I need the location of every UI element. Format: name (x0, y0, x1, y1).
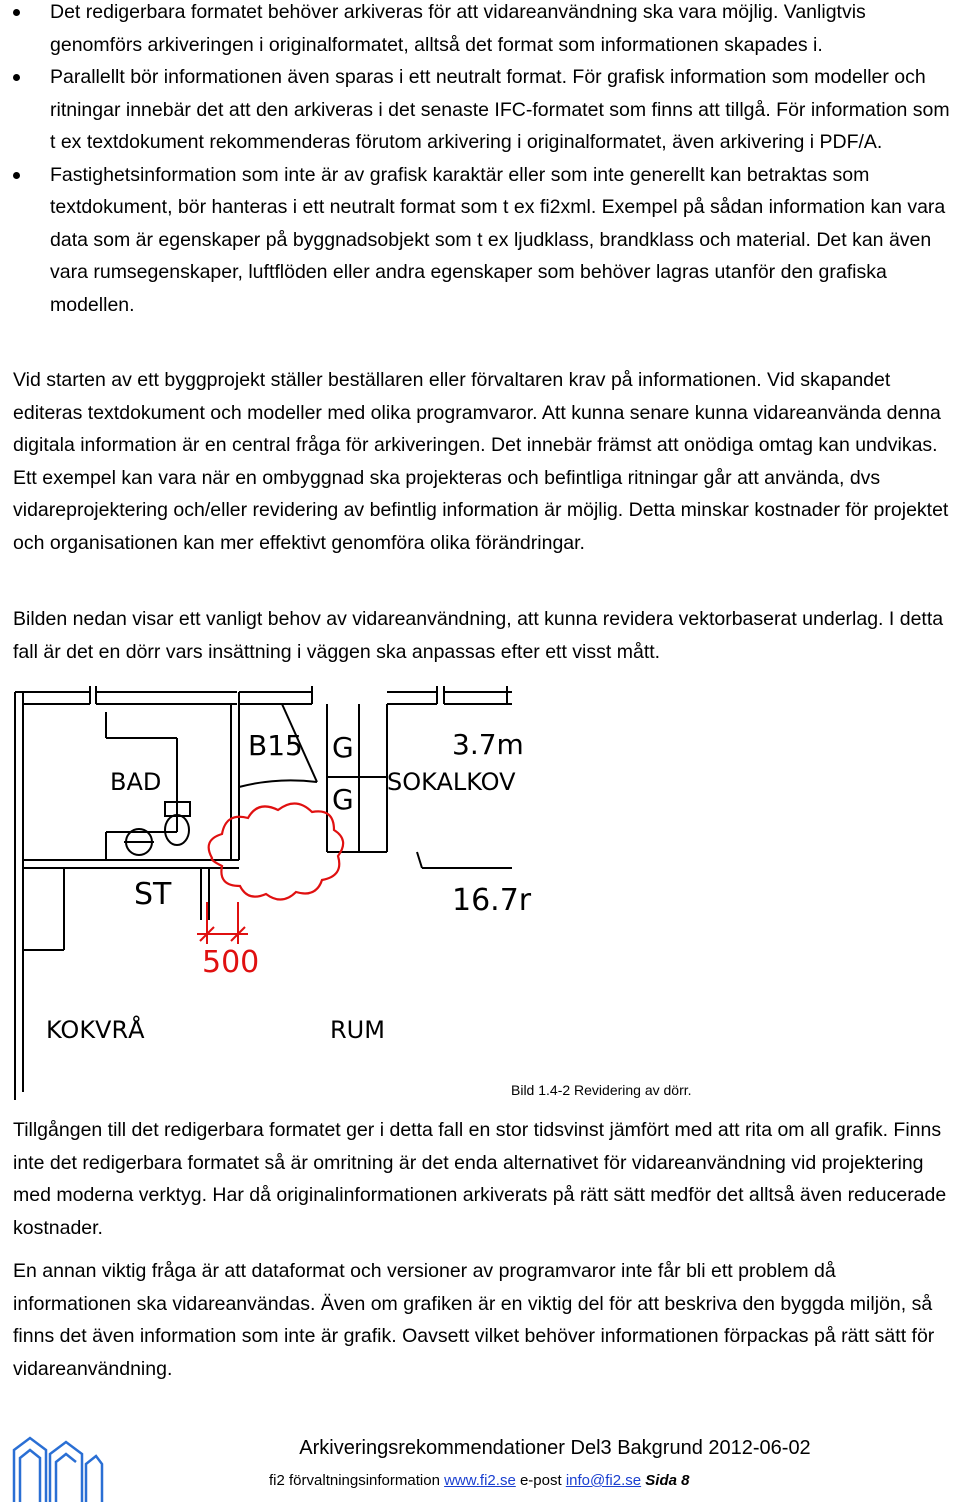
bullet-text: Fastighetsinformation som inte är av grafisk karaktär eller som inte generellt kan betraktas som textdokument, bör hanteras i ett neutralt format som t ex fi2xml. Exempel på sådan information kan vara data som är egenskaper på byggnadsobjekt som t ex ljudklass, brandklass och material. Det kan även vara rumsegenskaper, luftflöden eller andra egenskaper som behöver lagras utanför den grafiska modellen. (50, 163, 946, 316)
bullet-icon (13, 9, 20, 16)
label-kokvra: KOKVRÅ (46, 1016, 145, 1044)
bullet-list (13, 0, 953, 321)
bullet-item (13, 159, 953, 322)
label-g-top: G (332, 731, 354, 764)
footer-email-link[interactable]: info@fi2.se (565, 1472, 642, 1489)
floor-plan-drawing (12, 682, 532, 1100)
paragraph-data-formats: En annan viktig fråga är att dataformat och versioner av programvaror inte får bli ett problem då informationen ska vidareanvändas. Även om grafiken är en viktig del för att beskriva den byggda miljön, så finns det även information som inte är grafik. Oavsett vilket behöver informationen förpackas på rätt sätt för vidareanvändning. (13, 1260, 935, 1380)
bullet-item (13, 0, 953, 61)
figure-caption: Bild 1.4-2 Revidering av dörr. (511, 1082, 692, 1098)
revision-dimension-shape (197, 902, 248, 944)
bullet-icon (13, 172, 20, 179)
footer-page-number: 8 (681, 1472, 690, 1489)
footer-email-label: e-post (519, 1472, 562, 1489)
label-bad: BAD (110, 768, 162, 796)
footer-website-link[interactable]: www.fi2.se (444, 1472, 516, 1489)
label-rum: RUM (330, 1016, 385, 1044)
paragraph-project-start: Vid starten av ett byggprojekt ställer beställaren eller förvaltaren krav på informationen. Vid skapandet editeras textdokument och modeller med olika programvaror. Att kunna senare kunna vidareanvända denna digitala information är en central fråga för arkiveringen. Det innebär främst att onödiga omtag kan undvikas. Ett exempel kan vara när en ombyggnad ska projekteras och befintliga ritningar går att använda, dvs vidareprojektering och/eller revidering av befintlig information är möjlig. Detta minskar kostnader för projektet och organisationen kan mer effektivt genomföra olika förändringar. (13, 369, 949, 554)
revision-cloud-shape (209, 803, 343, 899)
bullet-icon (13, 74, 20, 81)
paragraph-editable-format: Tillgången till det redigerbara formatet ger i detta fall en stor tidsvinst jämfört med att rita om all grafik. Finns inte det redigerbara formatet så är omritning är det enda alternativet för vidareanvändning vid projektering med moderna verktyg. Har då originalinformationen arkiverats på rätt sätt medför det alltså även reducerade kostnader. (13, 1119, 947, 1239)
bullet-text: Det redigerbara formatet behöver arkiveras för att vidareanvändning ska vara möjlig. Vanligtvis genomförs arkiveringen i originalformatet, alltså det format som informationen skapades i. (50, 1, 866, 56)
label-area: 16.7r (452, 883, 532, 918)
footer-info (269, 1470, 689, 1492)
footer-title: Arkiveringsrekommendationer Del3 Bakgrund 2012-06-02 (299, 1437, 811, 1459)
label-dimension-500: 500 (202, 945, 260, 980)
paragraph-image-intro: Bilden nedan visar ett vanligt behov av vidareanvändning, att kunna revidera vektorbaserat underlag. I detta fall är det en dörr vars insättning i väggen ska anpassas efter ett visst mått. (13, 608, 944, 663)
label-b15: B15 (248, 729, 303, 762)
label-g-bottom: G (332, 783, 354, 816)
label-st: ST (134, 877, 172, 912)
label-height: 3.7m (452, 728, 524, 761)
bullet-text: Parallellt bör informationen även sparas i ett neutralt format. För grafisk information som modeller och ritningar innebär det att den arkiveras i det senaste IFC-formatet som finns att tillgå. För information som t ex textdokument rekommenderas förutom arkivering i originalformatet, även arkivering i PDF/A. (50, 66, 950, 153)
footer-org: fi2 förvaltningsinformation (269, 1472, 440, 1489)
label-sokalkov: SOKALKOV (387, 768, 516, 796)
bullet-item (13, 61, 953, 159)
footer-page-label: Sida (645, 1472, 677, 1489)
